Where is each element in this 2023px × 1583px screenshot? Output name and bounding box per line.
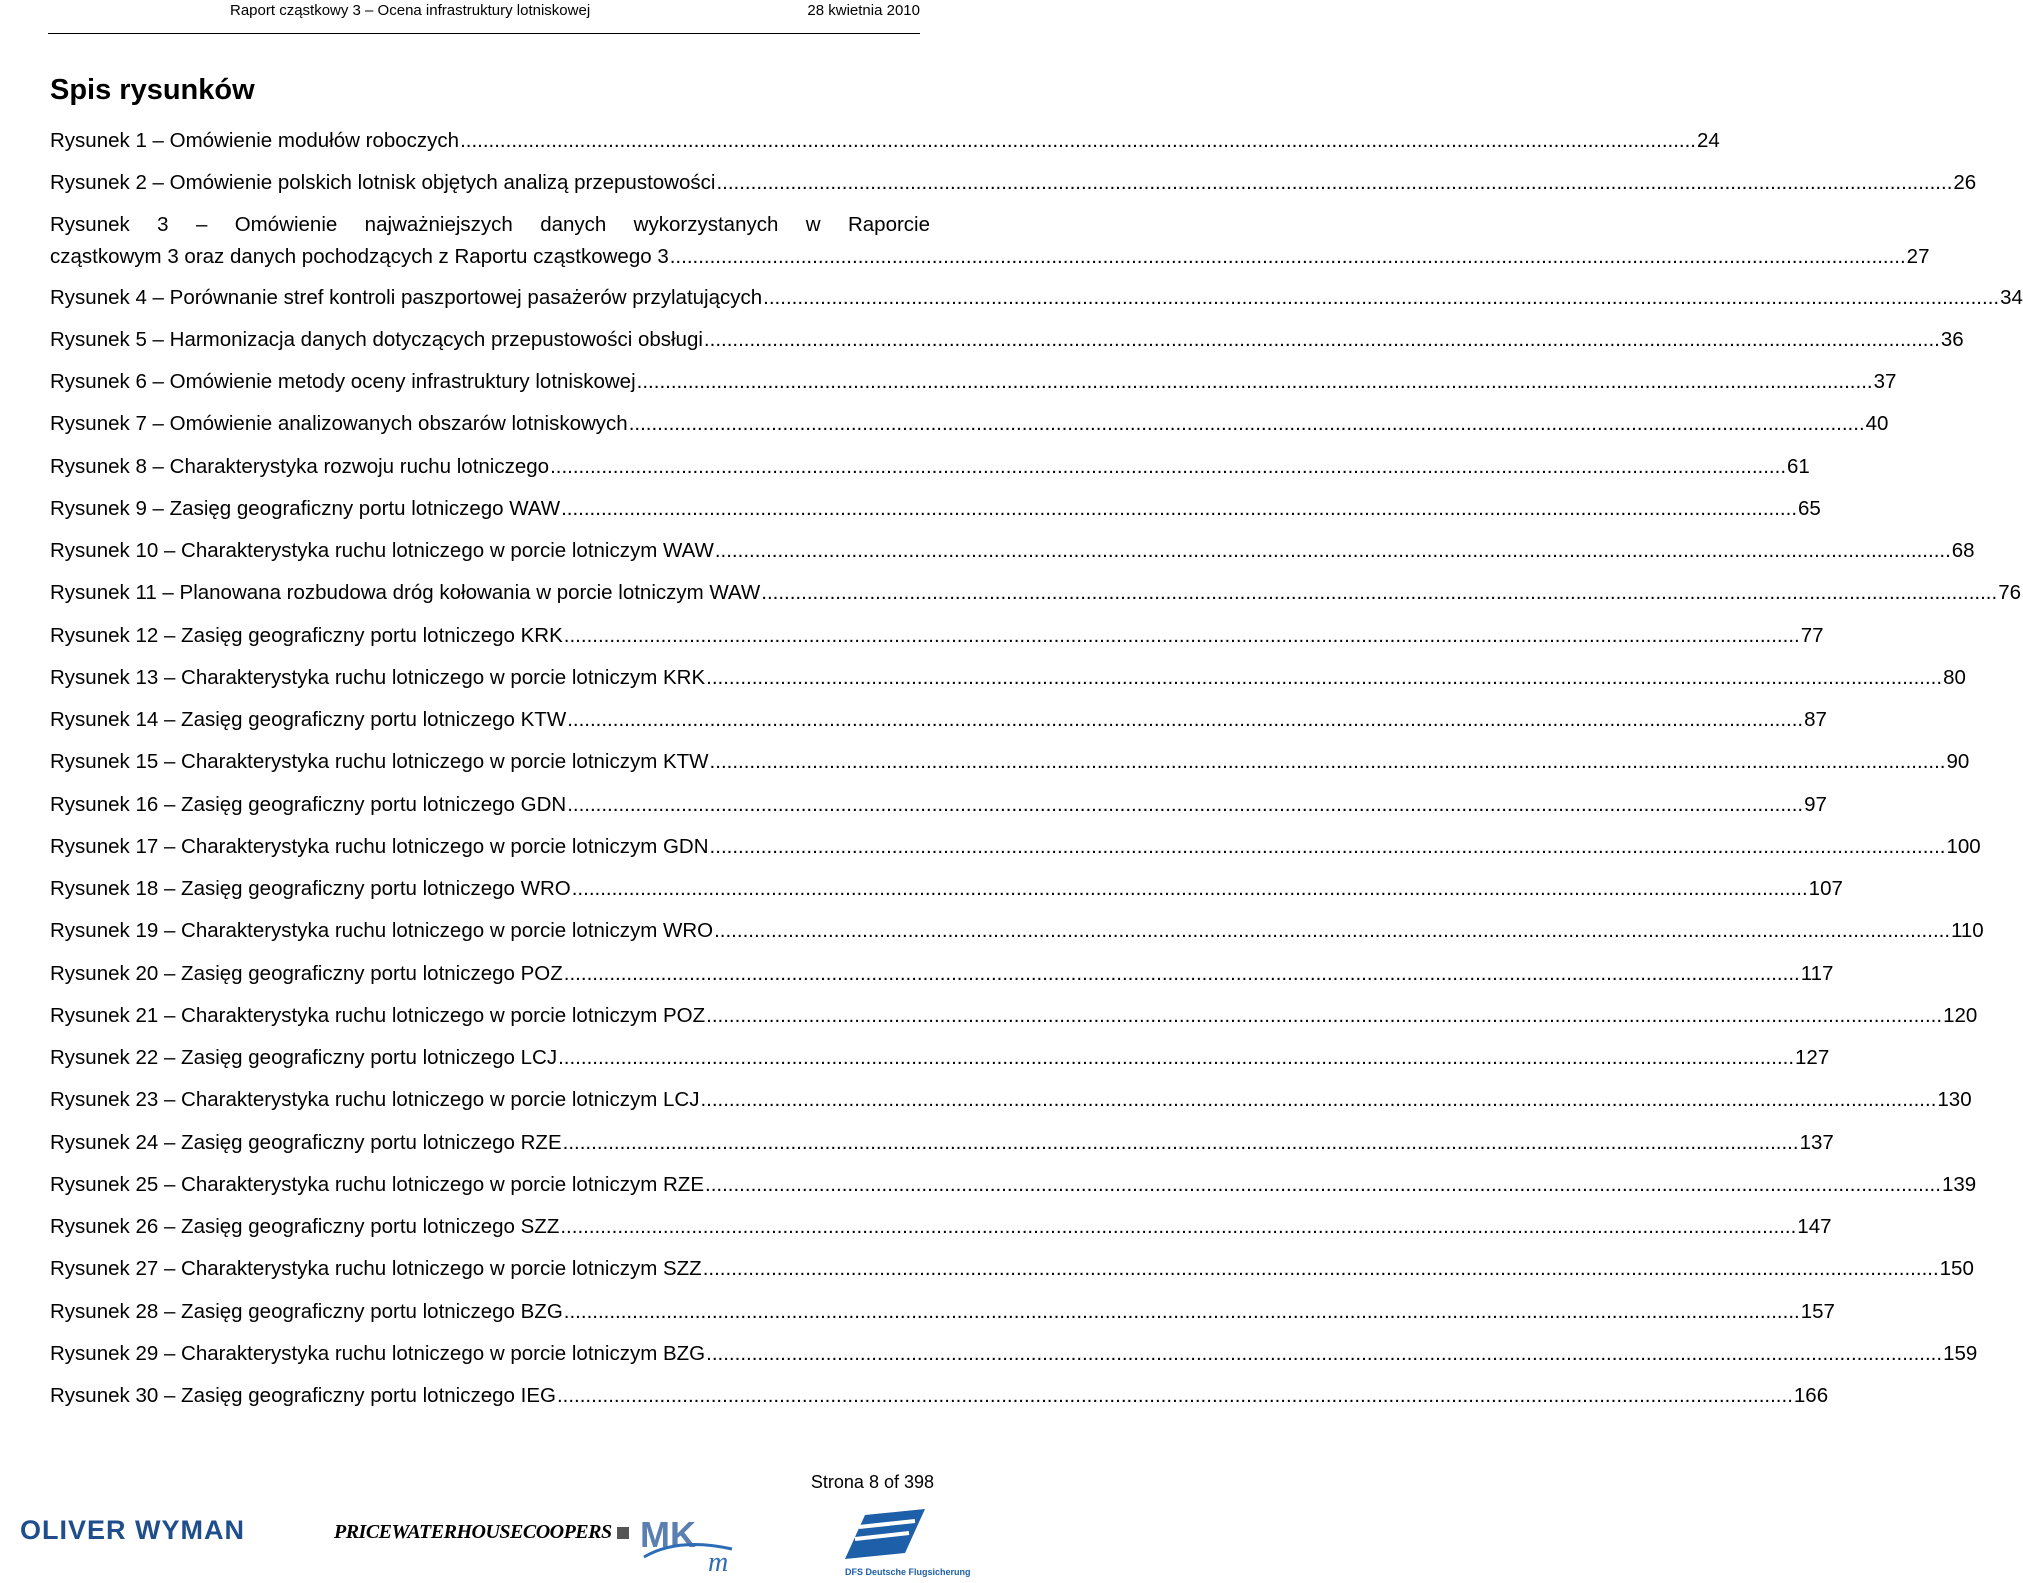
toc-entry-label: Rysunek 11 – Planowana rozbudowa dróg kołowania w porcie lotniczym WAW <box>50 581 761 605</box>
toc-entry[interactable] <box>50 741 1970 783</box>
toc-dot-leader <box>700 1079 1936 1121</box>
toc-dot-leader <box>563 1122 1799 1164</box>
toc-entry-label: Rysunek 30 – Zasięg geograficzny portu lotniczego IEG <box>50 1384 556 1407</box>
toc-entry[interactable] <box>50 1333 1978 1375</box>
toc-entry[interactable] <box>50 572 2021 614</box>
toc-dot-leader <box>715 530 1951 572</box>
toc-entry-page: 159 <box>1943 1341 1978 1365</box>
toc-entry-label: Rysunek 17 – Charakterystyka ruchu lotniczego w porcie lotniczym GDN <box>50 834 709 858</box>
toc-entry-page: 65 <box>1798 496 1821 520</box>
toc-entry[interactable] <box>50 488 1821 530</box>
toc-entry-page: 90 <box>1946 750 1970 774</box>
footer-logos <box>0 1505 971 1583</box>
toc-dot-leader <box>550 446 1786 488</box>
toc-entry-label-line1: Rysunek 3 – Omówienie najważniejszych danych wykorzystanych w Raporcie <box>50 212 930 236</box>
page-header <box>48 0 920 34</box>
toc-entry-label: Rysunek 4 – Porównanie stref kontroli paszportowej pasażerów przylatujących <box>50 285 763 309</box>
toc-dot-leader <box>629 403 1865 445</box>
toc-entry[interactable] <box>50 910 1984 952</box>
toc-entry-label: Rysunek 2 – Omówienie polskich lotnisk objętych analizą przepustowości <box>50 171 716 195</box>
document-date: 28 kwietnia 2010 <box>807 2 920 19</box>
toc-entry[interactable] <box>50 1079 1972 1121</box>
toc-entry-page: 80 <box>1943 665 1966 689</box>
toc-entry[interactable] <box>50 784 1827 826</box>
mkm-logo-text: MK <box>640 1514 696 1555</box>
toc-entry-label: Rysunek 23 – Charakterystyka ruchu lotniczego w porcie lotniczym LCJ <box>50 1088 700 1112</box>
toc-entry-label: Rysunek 24 – Zasięg geograficzny portu lotniczego RZE <box>50 1130 562 1154</box>
toc-entry-page: 157 <box>1800 1299 1835 1323</box>
toc-entry-label: Rysunek 13 – Charakterystyka ruchu lotniczego w porcie lotniczym KRK <box>50 665 706 689</box>
toc-entry-page: 127 <box>1795 1046 1830 1069</box>
toc-dot-leader <box>567 784 1803 826</box>
toc-dot-leader <box>637 361 1873 403</box>
toc-dot-leader <box>572 868 1808 910</box>
toc-entry-label: Rysunek 12 – Zasięg geograficzny portu lotniczego KRK <box>50 623 563 647</box>
toc-entry-page: 147 <box>1797 1215 1832 1238</box>
toc-entry[interactable] <box>50 530 1975 572</box>
toc-entry-page: 36 <box>1940 327 1964 351</box>
toc-entry-label-line2: cząstkowym 3 oraz danych pochodzących z Raportu cząstkowego 3 <box>50 244 669 268</box>
toc-entry-label: Rysunek 16 – Zasięg geograficzny portu lotniczego GDN <box>50 792 567 816</box>
toc-entry-page: 68 <box>1951 539 1975 562</box>
toc-dot-leader <box>557 1375 1793 1417</box>
toc-entry[interactable] <box>50 699 1827 741</box>
toc-entry-page: 139 <box>1941 1172 1977 1196</box>
toc-entry[interactable] <box>50 1037 1830 1079</box>
toc-dot-leader <box>560 1206 1796 1248</box>
toc-entry[interactable] <box>50 446 1810 488</box>
toc-dot-leader <box>564 953 1800 995</box>
toc-entry[interactable] <box>50 162 1977 204</box>
page-number: Strona 8 of 398 <box>810 1472 934 1492</box>
toc-dot-leader <box>567 699 1803 741</box>
toc-entry-label: Rysunek 5 – Harmonizacja danych dotyczących przepustowości obsługi <box>50 327 703 351</box>
toc-entry[interactable] <box>50 1291 1835 1333</box>
toc-entry[interactable] <box>50 1375 1829 1417</box>
toc-dot-leader <box>558 1037 1794 1079</box>
toc-entry-page: 97 <box>1804 792 1827 816</box>
toc-entry-label: Rysunek 18 – Zasięg geograficzny portu lotniczego WRO <box>50 877 571 900</box>
toc-entry[interactable] <box>50 205 1930 277</box>
toc-entry[interactable] <box>50 868 1843 910</box>
toc-entry-label: Rysunek 9 – Zasięg geograficzny portu lotniczego WAW <box>50 496 561 520</box>
toc-entry-page: 27 <box>1906 244 1930 268</box>
toc-entry-label: Rysunek 6 – Omówienie metody oceny infrastruktury lotniskowej <box>50 370 636 393</box>
toc-entry-label: Rysunek 28 – Zasięg geograficzny portu lotniczego BZG <box>50 1299 563 1323</box>
toc-entry-page: 61 <box>1787 454 1810 478</box>
dfs-logo <box>845 1505 971 1579</box>
toc-entry[interactable] <box>50 277 2023 319</box>
toc-entry-page: 26 <box>1953 171 1977 195</box>
toc-entry-page: 34 <box>2000 285 2023 309</box>
toc-entry[interactable] <box>50 1206 1832 1248</box>
toc-dot-leader <box>561 488 1797 530</box>
toc-entry-page: 137 <box>1799 1130 1834 1154</box>
toc-entry[interactable] <box>50 995 1978 1037</box>
toc-entry-label: Rysunek 25 – Charakterystyka ruchu lotniczego w porcie lotniczym RZE <box>50 1172 704 1196</box>
toc-dot-leader <box>564 615 1800 657</box>
toc-entry-label: Rysunek 20 – Zasięg geograficzny portu lotniczego POZ <box>50 961 563 985</box>
toc-entry-label: Rysunek 22 – Zasięg geograficzny portu lotniczego LCJ <box>50 1046 558 1069</box>
toc-entry[interactable] <box>50 657 1966 699</box>
toc-entry-page: 40 <box>1865 412 1889 436</box>
toc-entry-page: 107 <box>1808 877 1843 900</box>
toc-entry-label: Rysunek 10 – Charakterystyka ruchu lotniczego w porcie lotniczym WAW <box>50 539 714 562</box>
toc-entry-page: 130 <box>1937 1088 1972 1112</box>
pwc-logo <box>334 1521 629 1544</box>
toc-dot-leader <box>706 1333 1942 1375</box>
pwc-logo-text: PRICEWATERHOUSECOOPERS <box>334 1521 612 1543</box>
toc-entry-label: Rysunek 15 – Charakterystyka ruchu lotniczego w porcie lotniczym KTW <box>50 750 709 774</box>
toc-entry-label: Rysunek 14 – Zasięg geograficzny portu lotniczego KTW <box>50 708 567 731</box>
toc-dot-leader <box>670 241 1906 273</box>
toc-entry[interactable] <box>50 826 1981 868</box>
toc-entry-page: 76 <box>1998 581 2021 605</box>
toc-entry-label: Rysunek 1 – Omówienie modułów roboczych <box>50 129 460 152</box>
toc-entry-label: Rysunek 29 – Charakterystyka ruchu lotniczego w porcie lotniczym BZG <box>50 1341 706 1365</box>
toc-dot-leader <box>761 572 1997 614</box>
mkm-m-letter: m <box>708 1547 729 1578</box>
toc-entry-label: Rysunek 27 – Charakterystyka ruchu lotniczego w porcie lotniczym SZZ <box>50 1257 702 1281</box>
toc-entry-label: Rysunek 26 – Zasięg geograficzny portu lotniczego SZZ <box>50 1215 560 1238</box>
toc-entry-page: 120 <box>1943 1003 1978 1027</box>
toc-dot-leader <box>716 162 1952 204</box>
toc-entry-label: Rysunek 21 – Charakterystyka ruchu lotniczego w porcie lotniczym POZ <box>50 1003 706 1027</box>
document-title: Raport cząstkowy 3 – Ocena infrastruktury lotniskowej <box>230 2 591 19</box>
mkm-logo <box>638 1507 738 1578</box>
toc-dot-leader <box>703 1248 1939 1290</box>
toc-entry[interactable] <box>50 1248 1974 1290</box>
toc-entry-page: 24 <box>1697 129 1720 152</box>
toc-dot-leader <box>710 741 1946 783</box>
toc-entry[interactable] <box>50 615 1824 657</box>
toc-entry-label: Rysunek 19 – Charakterystyka ruchu lotniczego w porcie lotniczym WRO <box>50 919 714 943</box>
toc-entry-label: Rysunek 8 – Charakterystyka rozwoju ruchu lotniczego <box>50 454 550 478</box>
oliver-wyman-logo: OLIVER WYMAN <box>20 1515 245 1545</box>
toc-dot-leader <box>763 277 1999 319</box>
toc-entry-page: 117 <box>1800 961 1834 985</box>
toc-dot-leader <box>714 910 1950 952</box>
toc-dot-leader <box>706 995 1942 1037</box>
pwc-square-icon <box>617 1527 629 1539</box>
toc-entry[interactable] <box>50 953 1834 995</box>
toc-entry-page: 87 <box>1804 708 1827 731</box>
table-of-figures <box>50 120 2023 1417</box>
toc-entry-page: 110 <box>1951 919 1984 943</box>
toc-dot-leader <box>460 120 1696 162</box>
toc-entry[interactable] <box>50 120 1720 162</box>
toc-dot-leader <box>706 657 1942 699</box>
toc-dot-leader <box>710 826 1946 868</box>
toc-entry-page: 150 <box>1939 1257 1974 1281</box>
toc-dot-leader <box>705 1164 1941 1206</box>
toc-entry[interactable] <box>50 319 1964 361</box>
toc-heading: Spis rysunków <box>50 74 255 106</box>
toc-dot-leader <box>704 319 1940 361</box>
toc-entry[interactable] <box>50 361 1897 403</box>
toc-dot-leader <box>564 1291 1800 1333</box>
toc-entry-page: 37 <box>1873 370 1897 393</box>
toc-entry-label: Rysunek 7 – Omówienie analizowanych obszarów lotniskowych <box>50 412 628 436</box>
dfs-logo-text: DFS Deutsche Flugsicherung <box>845 1567 971 1577</box>
toc-entry[interactable] <box>50 403 1889 445</box>
toc-entry[interactable] <box>50 1164 1977 1206</box>
toc-entry-page: 100 <box>1946 834 1981 858</box>
toc-entry-page: 77 <box>1800 623 1824 647</box>
toc-entry[interactable] <box>50 1122 1834 1164</box>
toc-entry-page: 166 <box>1793 1384 1829 1407</box>
